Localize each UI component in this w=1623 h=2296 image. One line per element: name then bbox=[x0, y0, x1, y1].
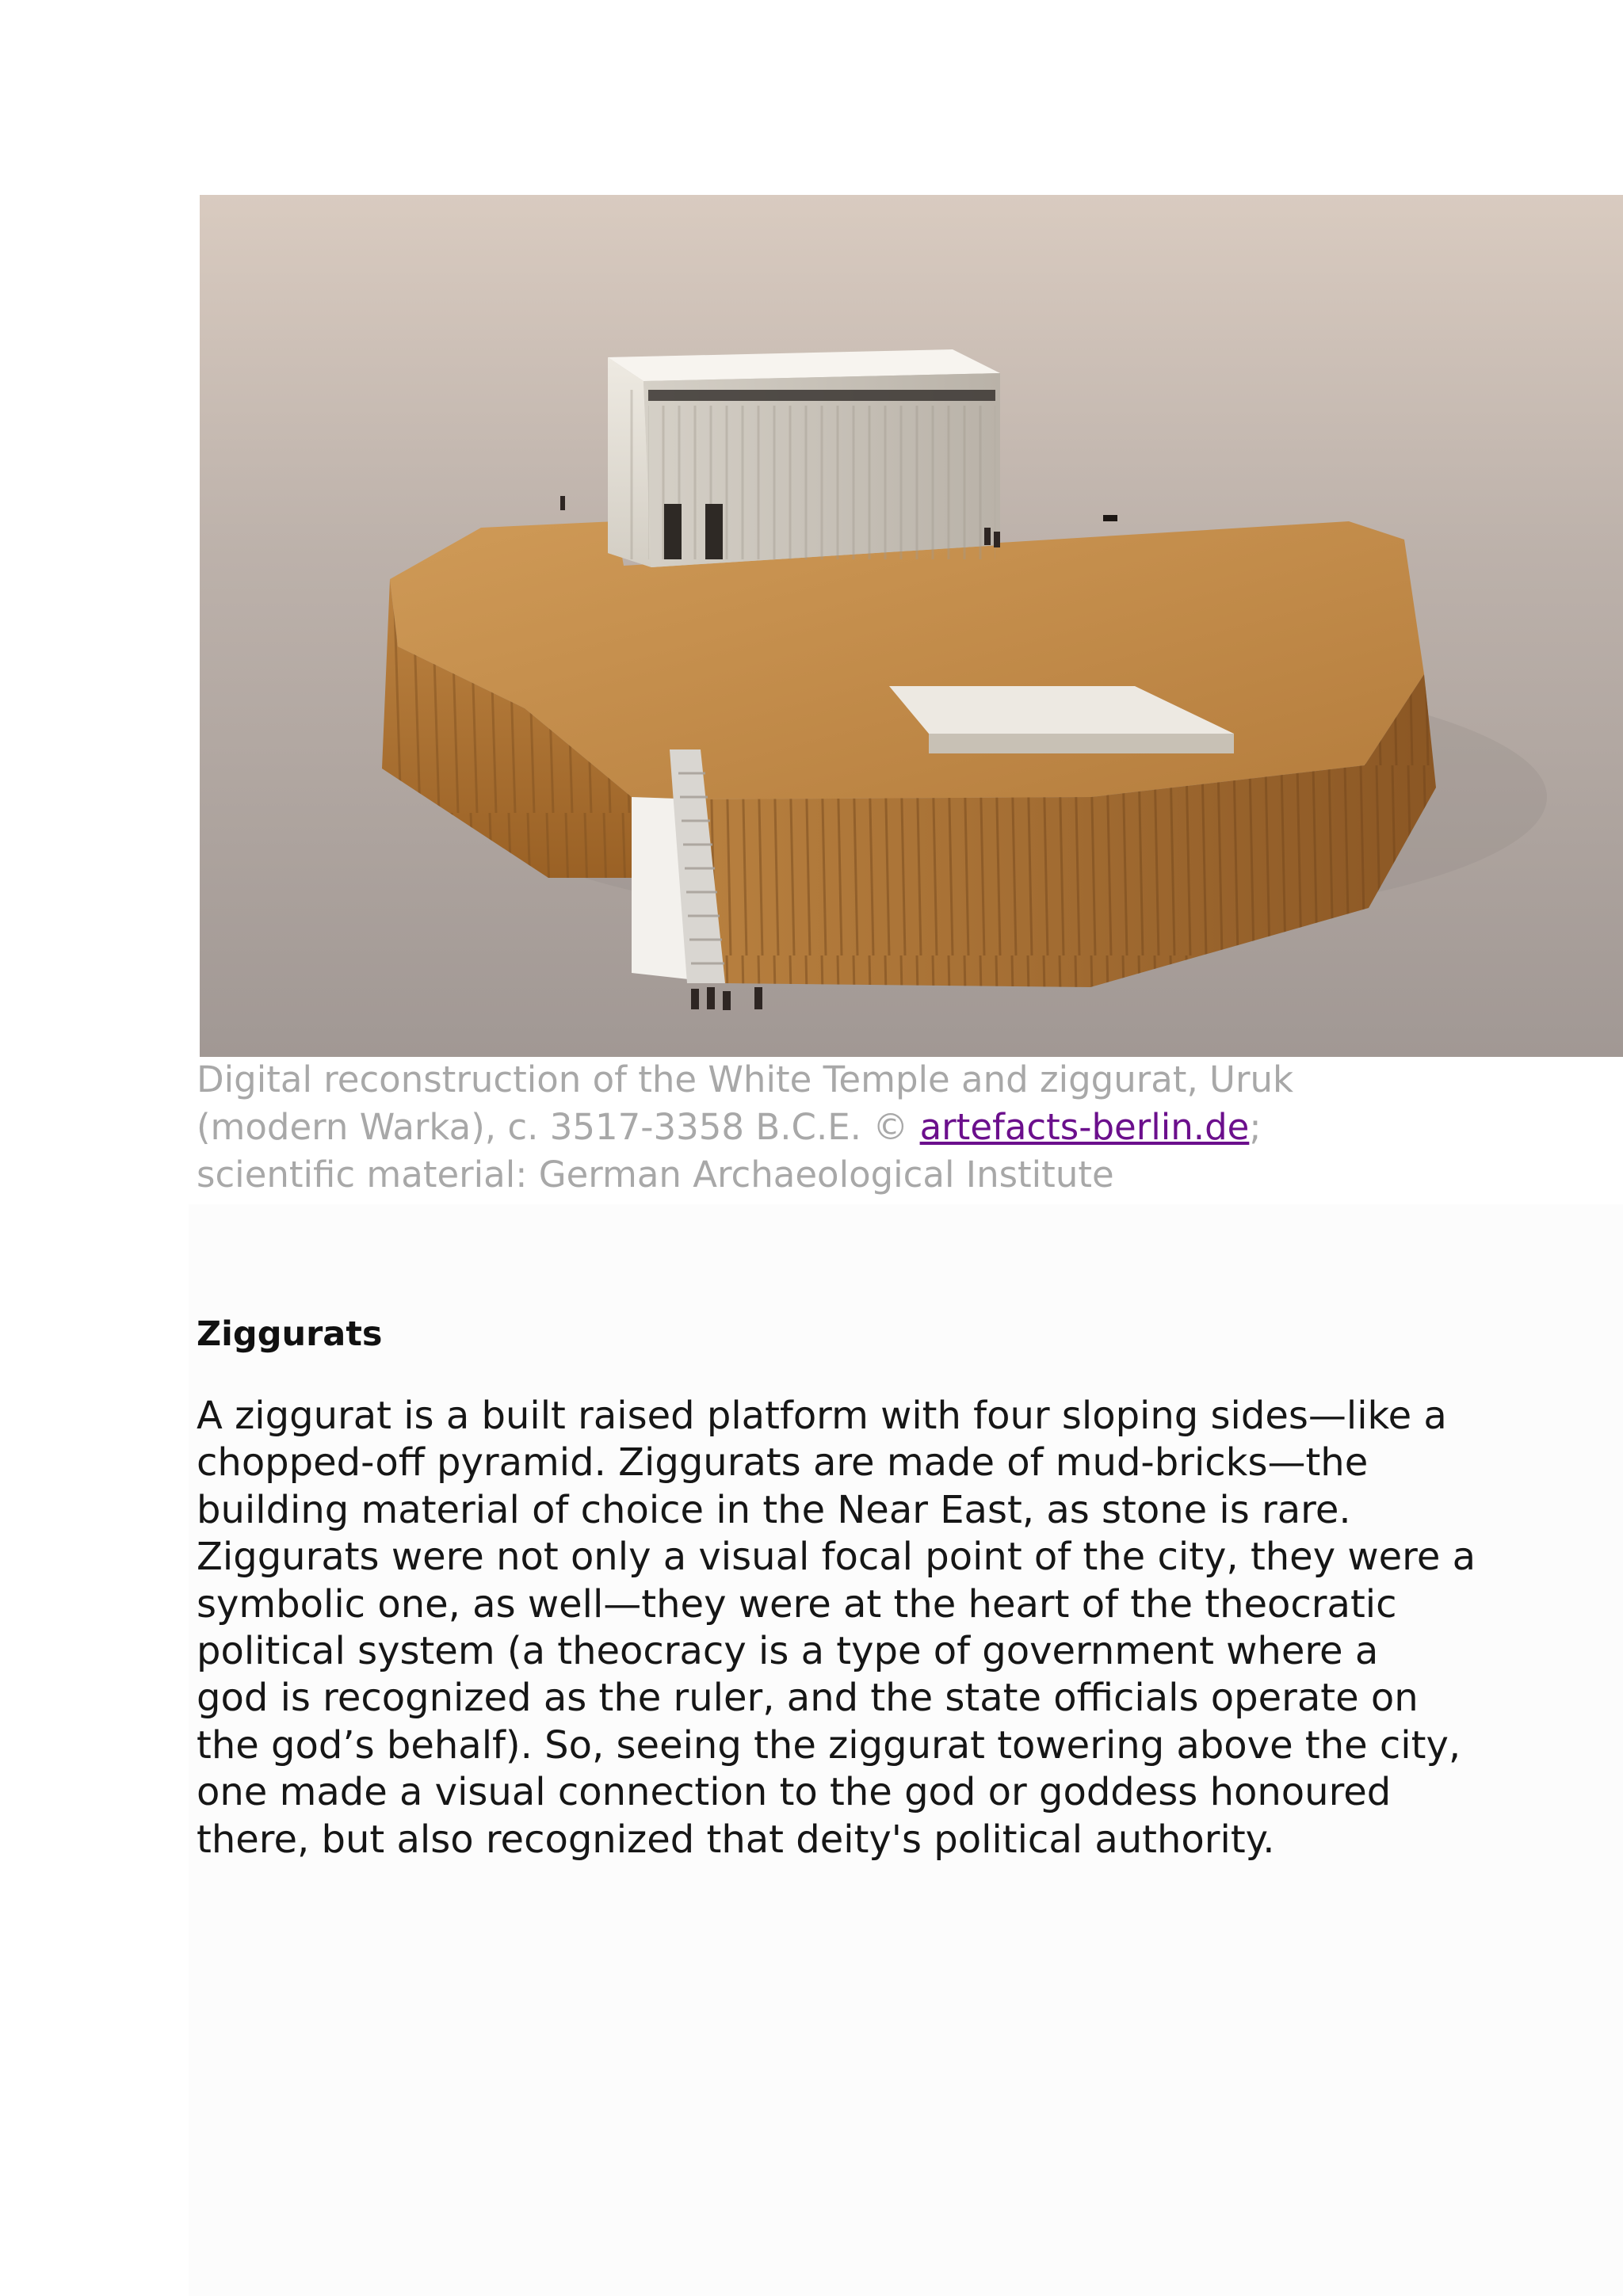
body-line: the god’s behalf). So, seeing the ziggurat towering above the city, bbox=[197, 1722, 1461, 1768]
body-line: Ziggurats were not only a visual focal point of the city, they were a bbox=[197, 1535, 1476, 1580]
ziggurat-illustration bbox=[200, 195, 1623, 1057]
image-caption bbox=[197, 1056, 1417, 1199]
body-line: symbolic one, as well—they were at the heart of the theocratic bbox=[197, 1581, 1397, 1627]
white-temple bbox=[608, 349, 1000, 567]
body-line: one made a visual connection to the god or goddess honoured bbox=[197, 1770, 1392, 1815]
section-body bbox=[197, 1393, 1496, 1863]
caption-source-link[interactable]: artefacts-berlin.de bbox=[919, 1106, 1250, 1148]
body-line: god is recognized as the ruler, and the state officials operate on bbox=[197, 1676, 1419, 1721]
body-line: A ziggurat is a built raised platform with four sloping sides—like a bbox=[197, 1394, 1447, 1438]
temple-front-pilasters bbox=[621, 390, 644, 559]
temple-pilasters bbox=[648, 406, 995, 559]
caption-text-end: ; scientific material: German Archaeological Institute bbox=[197, 1106, 1262, 1196]
section-heading: Ziggurats bbox=[197, 1314, 383, 1354]
temple-doorway-left bbox=[664, 504, 682, 559]
temple-roof-band bbox=[648, 390, 995, 401]
upper-wall-shadow bbox=[929, 734, 1234, 753]
white-temple-ziggurat-image bbox=[200, 195, 1623, 1057]
top-opening bbox=[1103, 515, 1117, 521]
body-line: chopped-off pyramid. Ziggurats are made of mud-bricks—the bbox=[197, 1440, 1369, 1486]
caption-text-start: Digital reconstruction of the White Temple and ziggurat, Uruk (modern Warka), c. 3517-3358 B.C.E. © bbox=[197, 1058, 1294, 1148]
body-line: building material of choice in the Near East, as stone is rare. bbox=[197, 1487, 1351, 1532]
body-line: political system (a theocracy is a type of government where a bbox=[197, 1629, 1379, 1674]
temple-doorway-right bbox=[705, 504, 723, 559]
body-line: there, but also recognized that deity's political authority. bbox=[197, 1817, 1275, 1862]
